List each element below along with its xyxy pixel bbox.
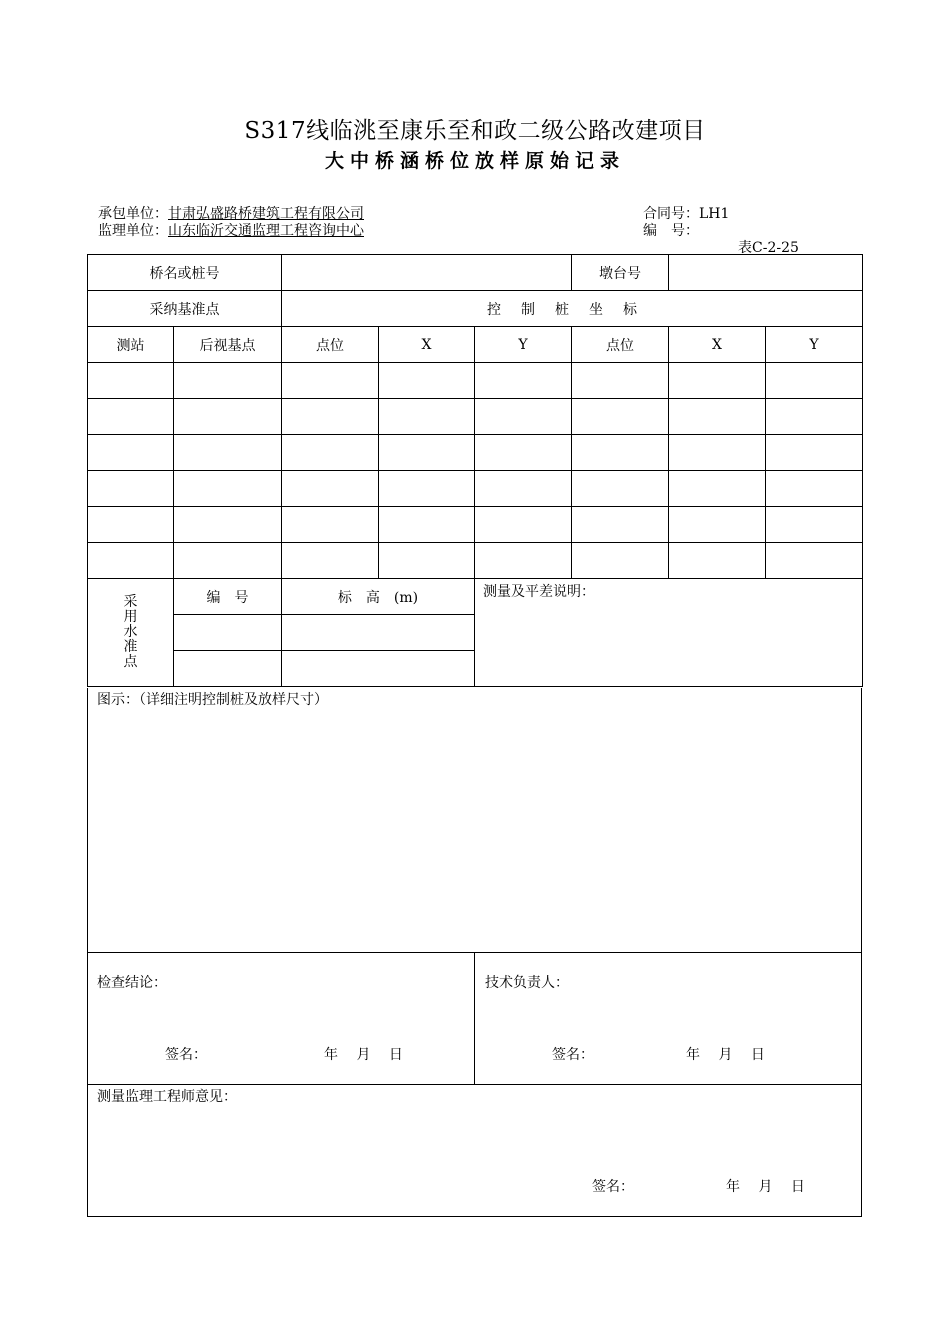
table-row xyxy=(88,471,863,507)
diagram-area[interactable] xyxy=(87,688,862,953)
table-cell[interactable] xyxy=(379,363,475,399)
table-cell[interactable] xyxy=(669,363,766,399)
elevation-label: 标 高 (m) xyxy=(282,579,475,615)
table-cell[interactable] xyxy=(379,399,475,435)
pier-label: 墩台号 xyxy=(572,255,669,291)
benchmark-no-label: 编 号 xyxy=(174,579,282,615)
table-cell[interactable] xyxy=(572,435,669,471)
benchmark-no-cell[interactable] xyxy=(174,615,282,651)
bridge-value-cell[interactable] xyxy=(282,255,572,291)
column-header-row xyxy=(88,327,863,363)
table-cell[interactable] xyxy=(88,543,174,579)
table-cell[interactable] xyxy=(88,507,174,543)
benchmark-char: 用 xyxy=(123,609,138,625)
contractor-label: 承包单位： xyxy=(98,206,168,222)
table-cell[interactable] xyxy=(766,543,863,579)
table-cell[interactable] xyxy=(282,363,379,399)
table-cell[interactable] xyxy=(174,363,282,399)
col-y-1: Y xyxy=(475,327,572,363)
control-coord-label: 控制桩坐标 xyxy=(282,291,863,327)
table-row xyxy=(88,543,863,579)
table-cell[interactable] xyxy=(475,543,572,579)
bridge-label: 桥名或桩号 xyxy=(88,255,282,291)
table-cell[interactable] xyxy=(669,507,766,543)
table-cell[interactable] xyxy=(572,471,669,507)
col-x-2: X xyxy=(669,327,766,363)
table-cell[interactable] xyxy=(282,507,379,543)
check-conclusion-label: 检查结论： xyxy=(97,975,167,991)
supervisor-date: 年 月 日 xyxy=(726,1179,805,1195)
table-cell[interactable] xyxy=(572,543,669,579)
benchmark-vertical-label xyxy=(88,579,174,687)
check-sign-label: 签名： xyxy=(165,1047,207,1063)
form-code: 表C-2-25 xyxy=(738,240,799,256)
table-cell[interactable] xyxy=(572,507,669,543)
table-cell[interactable] xyxy=(475,363,572,399)
diagram-label: 图示：（详细注明控制桩及放样尺寸） xyxy=(97,692,328,708)
col-point-2: 点位 xyxy=(572,327,669,363)
check-date: 年 月 日 xyxy=(324,1047,403,1063)
datum-label: 采纳基准点 xyxy=(88,291,282,327)
tech-lead-label: 技术负责人： xyxy=(485,975,569,991)
pier-value-cell[interactable] xyxy=(669,255,863,291)
table-cell[interactable] xyxy=(572,363,669,399)
benchmark-char: 采 xyxy=(123,594,138,610)
table-cell[interactable] xyxy=(766,363,863,399)
table-cell[interactable] xyxy=(669,435,766,471)
table-cell[interactable] xyxy=(379,543,475,579)
tech-lead-date: 年 月 日 xyxy=(686,1047,765,1063)
table-row xyxy=(88,507,863,543)
table-cell[interactable] xyxy=(282,399,379,435)
contract-no: 合同号：LH1 xyxy=(643,206,730,222)
table-cell[interactable] xyxy=(669,543,766,579)
supervisor-line xyxy=(98,220,364,240)
table-cell[interactable] xyxy=(669,471,766,507)
table-cell[interactable] xyxy=(282,543,379,579)
table-cell[interactable] xyxy=(475,399,572,435)
supervisor-label: 监理单位： xyxy=(98,223,168,239)
table-row xyxy=(88,399,863,435)
table-row xyxy=(88,363,863,399)
table-cell[interactable] xyxy=(766,399,863,435)
table-cell[interactable] xyxy=(766,471,863,507)
table-cell[interactable] xyxy=(475,507,572,543)
contractor-value: 甘肃弘盛路桥建筑工程有限公司 xyxy=(168,206,364,222)
tech-lead-box[interactable] xyxy=(474,952,862,1085)
table-cell[interactable] xyxy=(88,399,174,435)
col-x-1: X xyxy=(379,327,475,363)
table-cell[interactable] xyxy=(669,399,766,435)
project-title: S317线临洮至康乐至和政二级公路改建项目 xyxy=(244,118,706,144)
table-cell[interactable] xyxy=(475,435,572,471)
benchmark-char: 水 xyxy=(123,624,138,640)
table-cell[interactable] xyxy=(174,435,282,471)
check-conclusion-box[interactable] xyxy=(87,952,475,1085)
col-point-1: 点位 xyxy=(282,327,379,363)
table-cell[interactable] xyxy=(282,435,379,471)
table-cell[interactable] xyxy=(766,507,863,543)
table-cell[interactable] xyxy=(88,471,174,507)
elevation-cell[interactable] xyxy=(282,615,475,651)
col-backsight: 后视基点 xyxy=(174,327,282,363)
table-cell[interactable] xyxy=(174,399,282,435)
table-cell[interactable] xyxy=(379,471,475,507)
table-cell[interactable] xyxy=(282,471,379,507)
table-cell[interactable] xyxy=(174,507,282,543)
supervisor-sign-label: 签名： xyxy=(592,1179,634,1195)
table-cell[interactable] xyxy=(174,543,282,579)
benchmark-char: 点 xyxy=(123,654,138,670)
supervisor-value: 山东临沂交通监理工程咨询中心 xyxy=(168,223,364,239)
serial-no: 编 号： xyxy=(643,223,699,239)
form-title: 大中桥涵桥位放样原始记录 xyxy=(324,150,625,172)
table-cell[interactable] xyxy=(475,471,572,507)
benchmark-char: 准 xyxy=(123,639,138,655)
supervisor-opinion-box[interactable] xyxy=(87,1084,862,1217)
tech-lead-sign-label: 签名： xyxy=(552,1047,594,1063)
elevation-cell[interactable] xyxy=(282,651,475,687)
table-cell[interactable] xyxy=(88,435,174,471)
table-cell[interactable] xyxy=(174,471,282,507)
supervisor-opinion-label: 测量监理工程师意见： xyxy=(97,1089,237,1105)
col-y-2: Y xyxy=(766,327,863,363)
benchmark-no-cell[interactable] xyxy=(174,651,282,687)
table-cell[interactable] xyxy=(572,399,669,435)
measure-note[interactable]: 测量及平差说明： xyxy=(475,579,863,687)
table-row xyxy=(88,435,863,471)
table-cell[interactable] xyxy=(766,435,863,471)
table-cell[interactable] xyxy=(379,435,475,471)
table-cell[interactable] xyxy=(379,507,475,543)
table-cell[interactable] xyxy=(88,363,174,399)
stakeout-table xyxy=(87,254,863,687)
col-station: 测站 xyxy=(88,327,174,363)
